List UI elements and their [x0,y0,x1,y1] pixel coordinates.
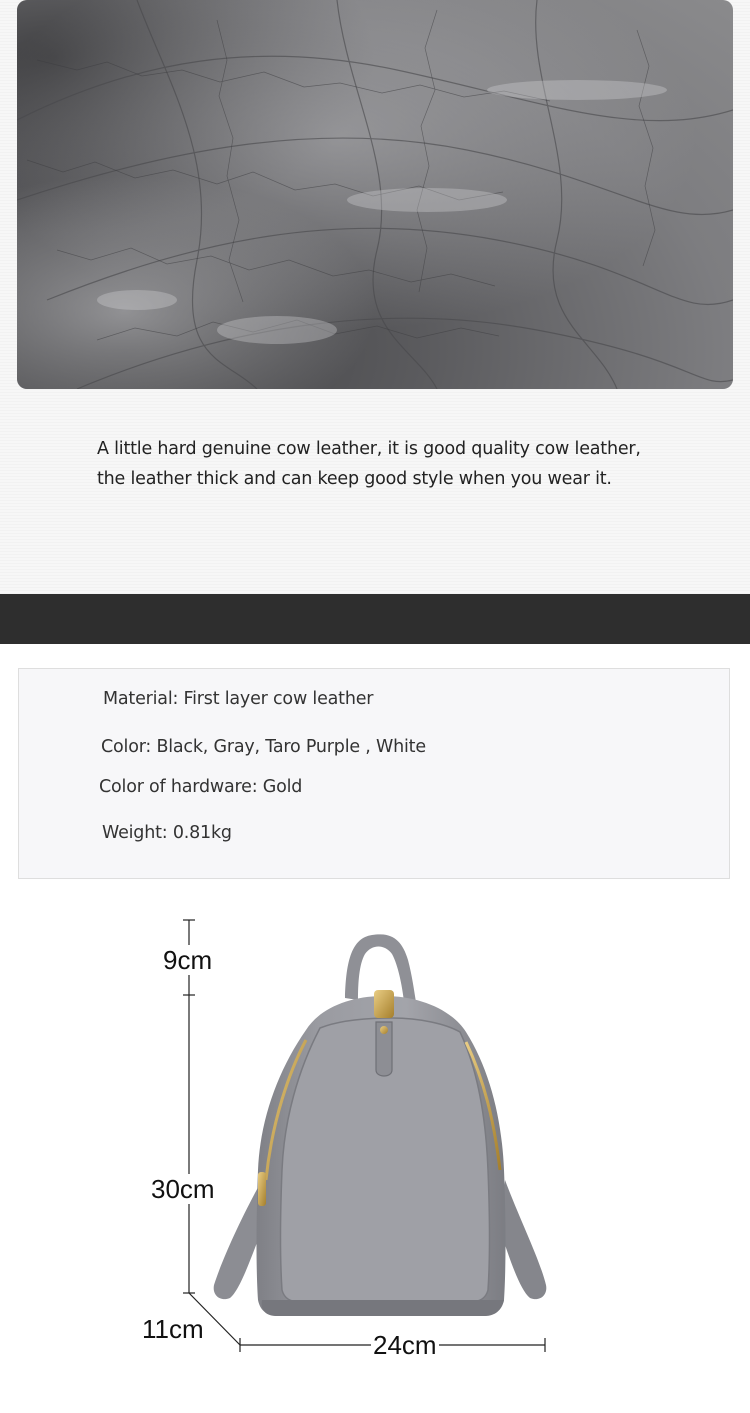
leather-detail-section [0,0,750,594]
leather-description [97,434,717,494]
description-line-1: A little hard genuine cow leather, it is good quality cow leather, [97,439,641,459]
spec-material: Material: First layer cow leather [103,689,374,709]
body-height-label: 30cm [151,1174,215,1204]
spec-weight: Weight: 0.81kg [102,823,232,843]
description-line-2: the leather thick and can keep good style when you wear it. [97,469,612,489]
handle-height-label: 9cm [163,945,213,975]
spec-hardware-color: Color of hardware: Gold [99,777,303,797]
specifications-box [18,668,730,879]
section-divider-band [0,594,750,644]
depth-label: 11cm [142,1314,204,1344]
spec-color: Color: Black, Gray, Taro Purple , White [101,737,426,757]
leather-texture-image [17,0,733,389]
backpack-image [214,934,547,1316]
width-label: 24cm [373,1330,437,1360]
dimensions-section [0,880,750,1413]
